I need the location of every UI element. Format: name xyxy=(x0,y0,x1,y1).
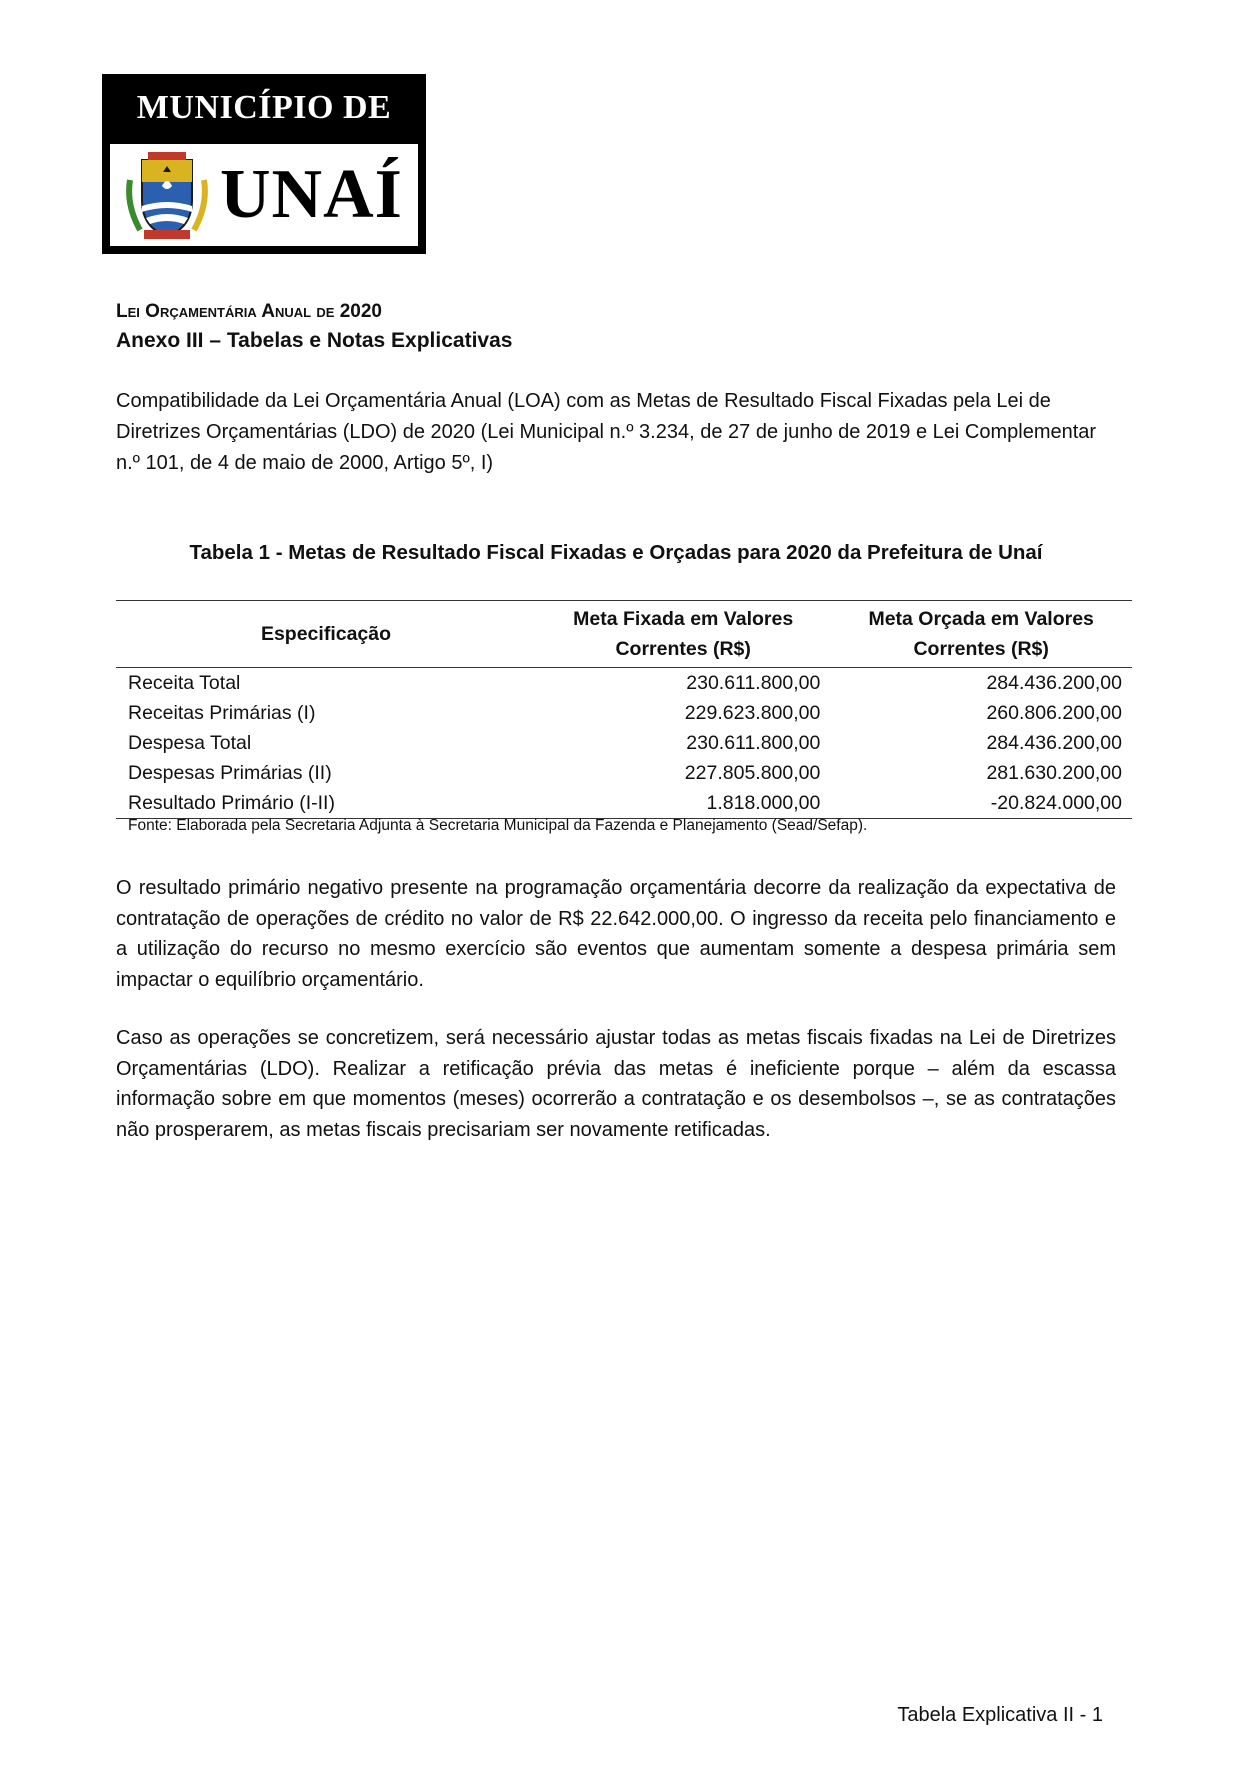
header-fixed-line2: Correntes (R$) xyxy=(615,637,751,660)
header-fixed-target xyxy=(536,601,830,667)
row-budget-value: 284.436.200,00 xyxy=(986,731,1122,754)
logo-inner-panel xyxy=(110,144,418,246)
row-label: Receita Total xyxy=(128,671,241,694)
row-fixed-value: 1.818.000,00 xyxy=(706,791,821,814)
page-footer: Tabela Explicativa II - 1 xyxy=(897,1704,1103,1726)
row-label: Resultado Primário (I-II) xyxy=(128,791,335,814)
coat-of-arms-icon xyxy=(124,150,210,242)
table-header-row xyxy=(116,601,1132,667)
table-row xyxy=(116,728,1132,758)
row-label: Despesa Total xyxy=(128,731,252,754)
row-budget-value: 260.806.200,00 xyxy=(986,701,1122,724)
row-budget-value: 281.630.200,00 xyxy=(986,761,1122,784)
table-row xyxy=(116,758,1132,788)
row-label: Receitas Primárias (I) xyxy=(128,701,316,724)
header-specification: Especificação xyxy=(260,622,392,645)
fiscal-targets-table xyxy=(116,600,1132,819)
row-fixed-value: 227.805.800,00 xyxy=(684,761,821,784)
document-kicker: Lei Orçamentária Anual de 2020 xyxy=(116,301,383,322)
row-budget-value: -20.824.000,00 xyxy=(990,791,1122,814)
table-row xyxy=(116,667,1132,698)
header-budget-target xyxy=(830,601,1132,667)
table-row xyxy=(116,788,1132,819)
row-fixed-value: 230.611.800,00 xyxy=(686,671,821,694)
logo-city-name: UNAÍ xyxy=(220,156,403,233)
header-budget-line2: Correntes (R$) xyxy=(913,637,1049,660)
table-title: Tabela 1 - Metas de Resultado Fiscal Fixadas e Orçadas para 2020 da Prefeitura de Unaí xyxy=(189,541,1043,564)
intro-paragraph: Compatibilidade da Lei Orçamentária Anual (LOA) com as Metas de Resultado Fiscal Fixadas pela Lei de Diretrizes Orçamentárias (LDO) de 2020 (Lei Municipal n.º 3.234, de 27 de junho de 2019 e Lei Complementar n.º 101, de 4 de maio de 2000, Artigo 5º, I) xyxy=(116,390,1097,474)
row-label: Despesas Primárias (II) xyxy=(128,761,332,784)
body-paragraph-1: O resultado primário negativo presente na programação orçamentária decorre da realização da expectativa de contratação de operações de crédito no valor de R$ 22.642.000,00. O ingresso da receita pelo financiamento e a utilização do recurso no mesmo exercício são eventos que aumentam somente a despesa primária sem impactar o equilíbrio orçamentário. xyxy=(116,877,1116,991)
table-source-note: Fonte: Elaborada pela Secretaria Adjunta à Secretaria Municipal da Fazenda e Planejamento (Sead/Sefap). xyxy=(128,817,868,834)
document-header xyxy=(116,298,1116,356)
header-budget-line1: Meta Orçada em Valores xyxy=(868,607,1094,630)
header-fixed-line1: Meta Fixada em Valores xyxy=(573,607,794,630)
table-row xyxy=(116,698,1132,728)
logo-top-text: MUNICÍPIO DE xyxy=(136,89,392,126)
row-budget-value: 284.436.200,00 xyxy=(986,671,1122,694)
body-paragraph-2: Caso as operações se concretizem, será necessário ajustar todas as metas fiscais fixadas na Lei de Diretrizes Orçamentárias (LDO). Realizar a retificação prévia das metas é ineficiente porque – além da escassa informação sobre em que momentos (meses) ocorrerão a contratação e os desembolsos –, se as contratações não prosperarem, as metas fiscais precisariam ser novamente retificadas. xyxy=(116,1027,1116,1141)
row-fixed-value: 230.611.800,00 xyxy=(686,731,821,754)
municipality-logo xyxy=(102,74,426,254)
document-subtitle: Anexo III – Tabelas e Notas Explicativas xyxy=(116,329,513,352)
row-fixed-value: 229.623.800,00 xyxy=(684,701,821,724)
